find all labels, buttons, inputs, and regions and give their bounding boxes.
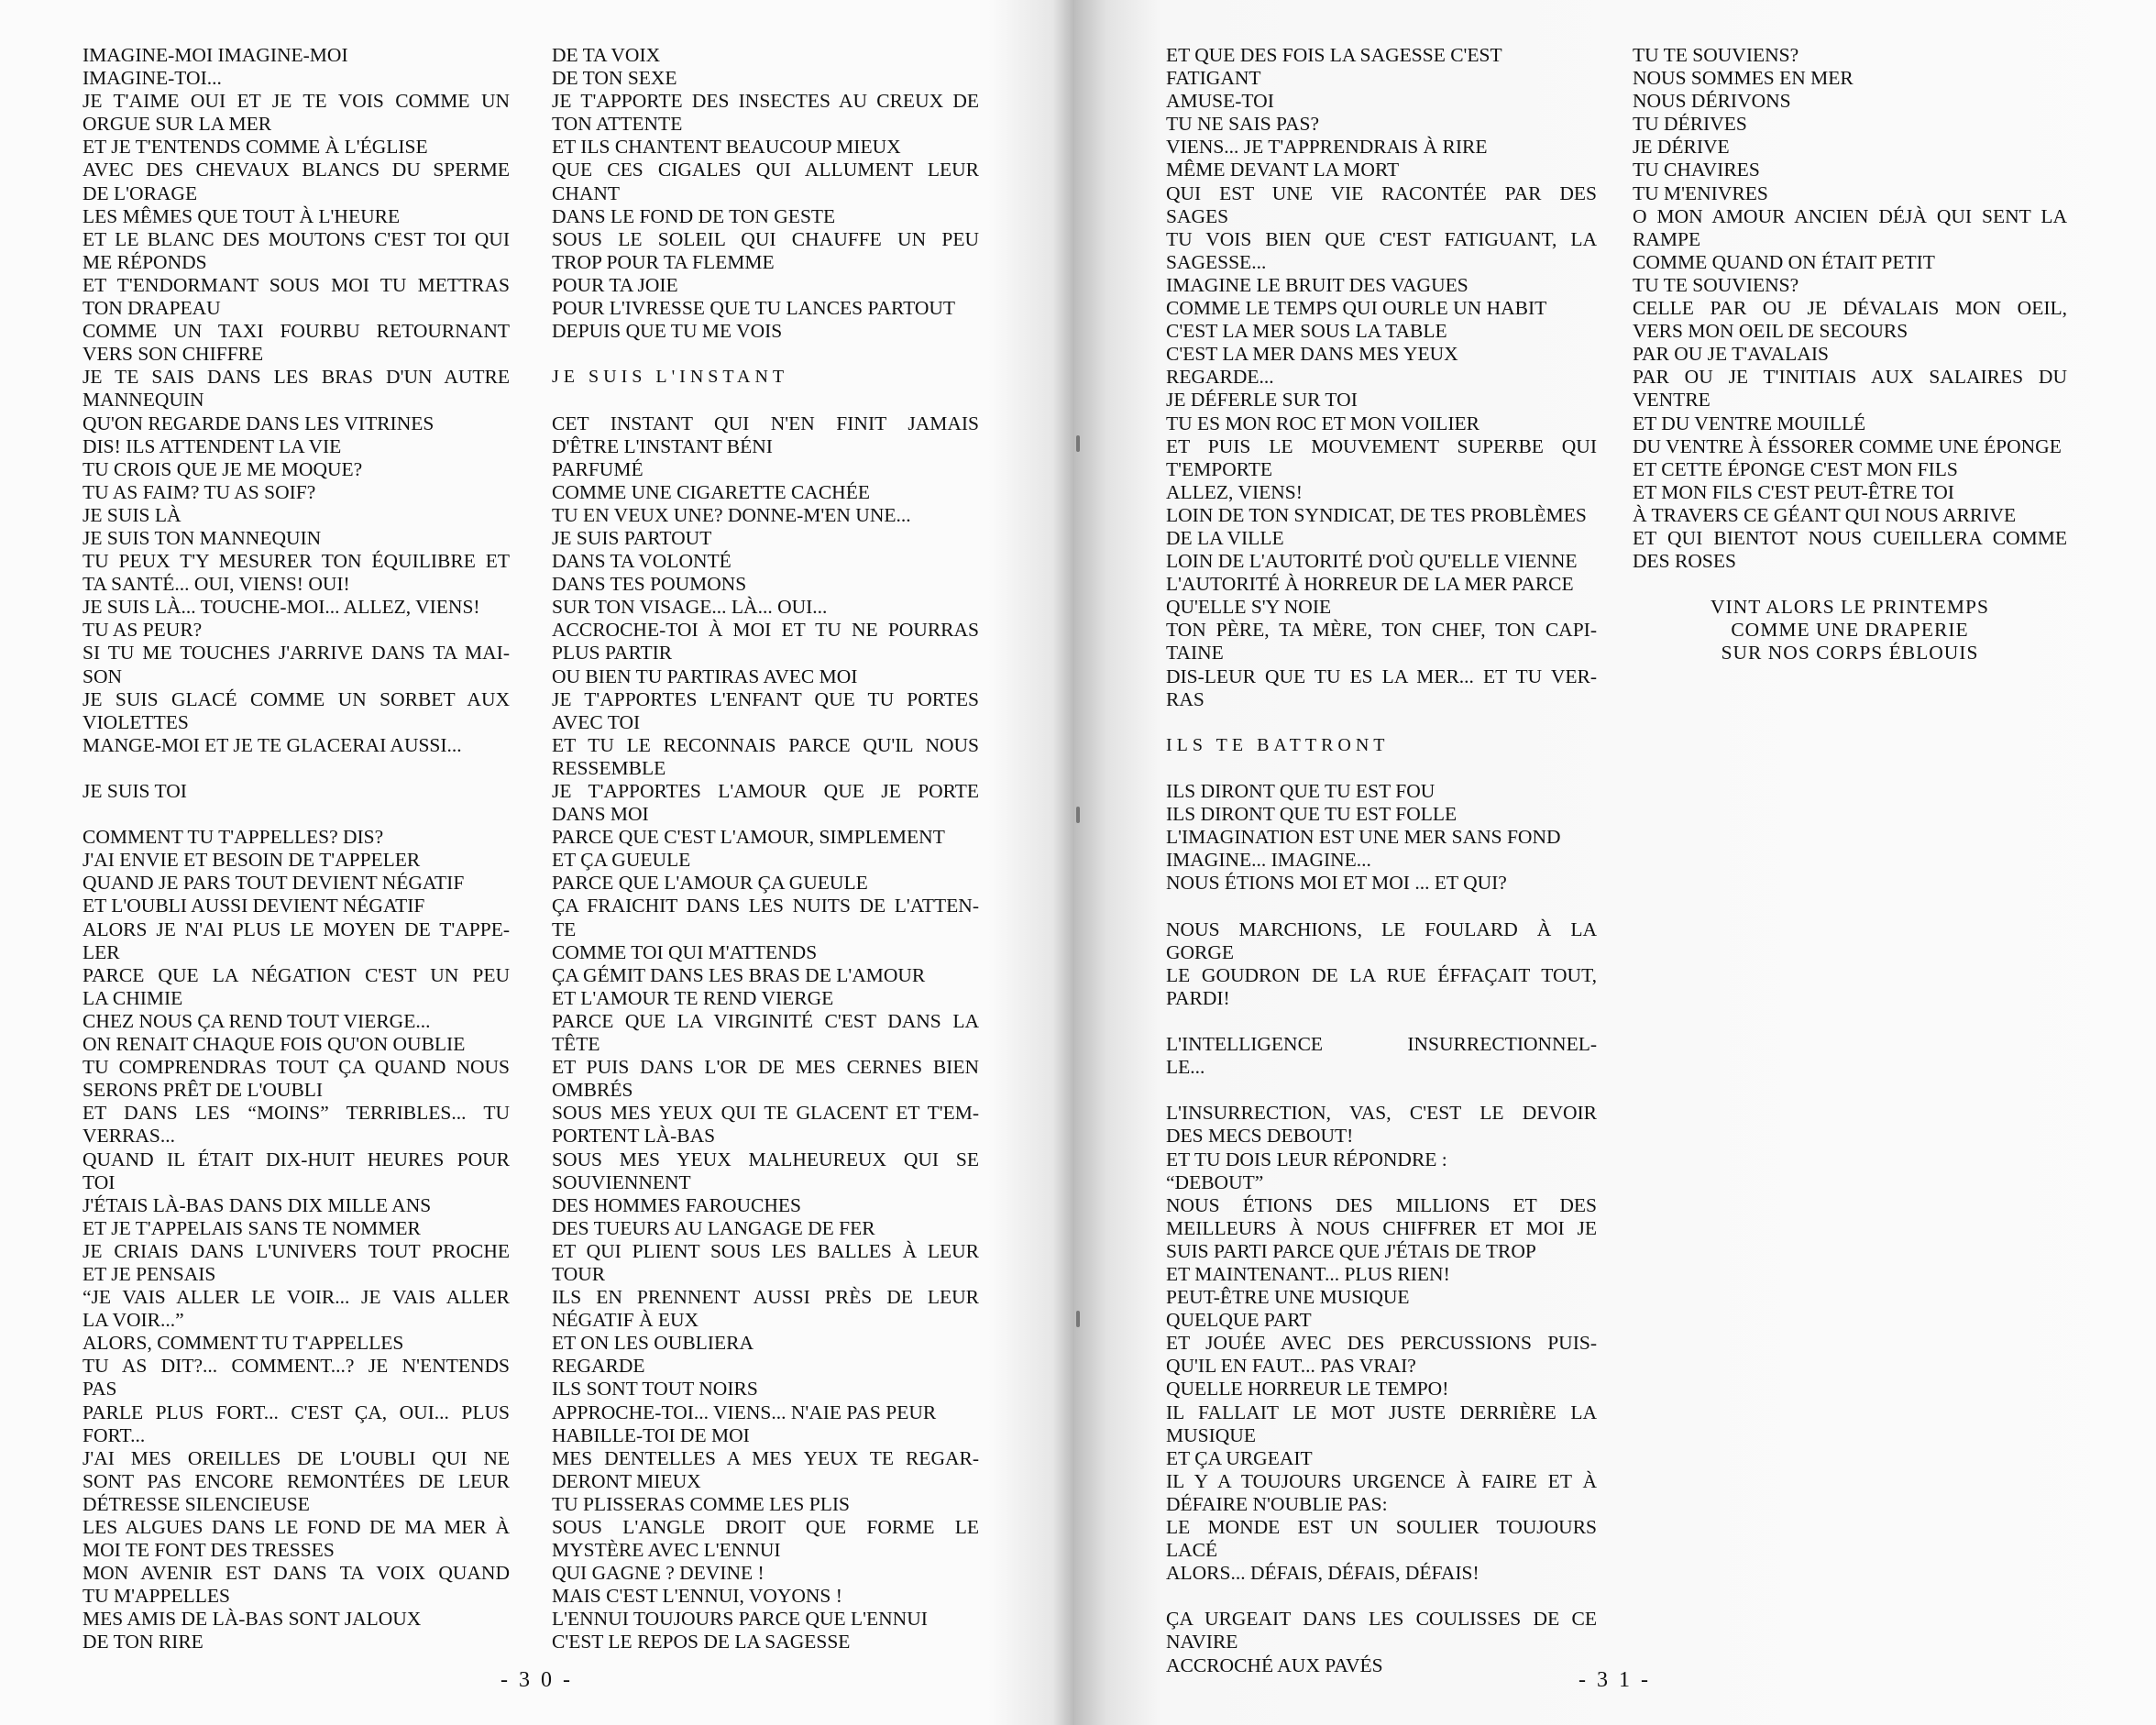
text-line: ET TU DOIS LEUR RÉPONDRE : <box>1166 1148 1447 1170</box>
text-line: PLUS PARTIR <box>552 642 673 665</box>
text-line: ACCROCHÉ AUX PAVÉS <box>1166 1654 1383 1676</box>
section-heading: ILS TE BATTRONT <box>1166 734 1390 755</box>
text-line: MES DENTELLES A MES YEUX TE REGAR- <box>552 1446 979 1469</box>
text-line: SERONS PRÊT DE L'OUBLI <box>82 1079 324 1102</box>
text-line: SON <box>82 665 123 687</box>
text-line: TU CHAVIRES <box>1633 159 1760 181</box>
text-line: TU PEUX T'Y MESURER TON ÉQUILIBRE ET <box>82 550 510 573</box>
binding-staple <box>1076 1311 1080 1327</box>
text-line: MANGE-MOI ET JE TE GLACERAI AUSSI... <box>82 733 462 756</box>
page-30 <box>0 0 1074 1725</box>
text-line: J'ÉTAIS LÀ-BAS DANS DIX MILLE ANS <box>82 1193 432 1216</box>
text-line: IMAGINE-TOI... <box>82 67 222 90</box>
text-line: L'INSURRECTION, VAS, C'EST LE DEVOIR <box>1166 1102 1597 1125</box>
text-line: TA SANTÉ... OUI, VIENS! OUI! <box>82 573 350 596</box>
text-line: ET PUIS LE MOUVEMENT SUPERBE QUI <box>1166 434 1597 457</box>
text-line: JE SUIS PARTOUT <box>552 526 712 549</box>
text-line: TU M'ENIVRES <box>1633 181 1768 204</box>
text-line: NOUS MARCHIONS, LE FOULARD À LA <box>1166 917 1597 940</box>
text-line: PARCE QUE LA VIRGINITÉ C'EST DANS LA <box>552 1009 979 1032</box>
text-line: ET L'OUBLI AUSSI DEVIENT NÉGATIF <box>82 895 425 917</box>
page-30-column-2 <box>552 44 979 1654</box>
text-line: ME RÉPONDS <box>82 250 207 273</box>
text-line: ET ÇA URGEAIT <box>1166 1446 1313 1469</box>
text-line: ET MAINTENANT... PLUS RIEN! <box>1166 1262 1450 1285</box>
text-line: LOIN DE L'AUTORITÉ D'OÙ QU'ELLE VIENNE <box>1166 550 1578 573</box>
text-line: COMME LE TEMPS QUI OURLE UN HABIT <box>1166 297 1547 320</box>
text-line: NOUS SOMMES EN MER <box>1633 67 1854 90</box>
text-line: L'INTELLIGENCE INSURRECTIONNEL- <box>1166 1033 1597 1056</box>
text-line: ET DANS LES “MOINS” TERRIBLES... TU <box>82 1102 510 1125</box>
text-line: LACÉ <box>1166 1539 1218 1562</box>
text-line: ÇA GÉMIT DANS LES BRAS DE L'AMOUR <box>552 963 926 986</box>
text-line: JE DÉRIVE <box>1633 136 1730 159</box>
text-line: JE SUIS LÀ <box>82 503 182 526</box>
text-line: ET L'AMOUR TE REND VIERGE <box>552 986 834 1009</box>
text-line: PAS <box>82 1378 117 1401</box>
text-line: COMME QUAND ON ÉTAIT PETIT <box>1633 250 1935 273</box>
text-line: QU'ON REGARDE DANS LES VITRINES <box>82 412 434 434</box>
text-line: DES MECS DEBOUT! <box>1166 1125 1354 1148</box>
text-line: COMME UNE DRAPERIE <box>1731 619 1969 642</box>
text-line: ILS EN PRENNENT AUSSI PRÈS DE LEUR <box>552 1286 979 1309</box>
text-line: MÊME DEVANT LA MORT <box>1166 159 1400 181</box>
text-line: JE T'APPORTES L'ENFANT QUE TU PORTES <box>552 687 979 710</box>
text-line: À TRAVERS CE GÉANT QUI NOUS ARRIVE <box>1633 503 2017 526</box>
text-line: ET JOUÉE AVEC DES PERCUSSIONS PUIS- <box>1166 1332 1597 1355</box>
text-line: MANNEQUIN <box>82 389 204 412</box>
text-line: ET ILS CHANTENT BEAUCOUP MIEUX <box>552 136 901 159</box>
text-line: LE GOUDRON DE LA RUE ÉFFAÇAIT TOUT, <box>1166 963 1597 986</box>
text-line: TU CROIS QUE JE ME MOQUE? <box>82 457 363 480</box>
text-line: PAR OU JE T'INITIAIS AUX SALAIRES DU <box>1633 366 2067 389</box>
text-line: PARDI! <box>1166 986 1230 1009</box>
text-line: MON AVENIR EST DANS TA VOIX QUAND <box>82 1562 510 1585</box>
text-line: DANS TA VOLONTÉ <box>552 550 732 573</box>
text-line: QUAND IL ÉTAIT DIX-HUIT HEURES POUR <box>82 1148 510 1170</box>
text-line <box>1166 757 1597 780</box>
text-line: J'AI ENVIE ET BESOIN DE T'APPELER <box>82 849 421 872</box>
text-line: RESSEMBLE <box>552 756 666 779</box>
text-line: JE SUIS TON MANNEQUIN <box>82 526 322 549</box>
text-line: DÉFAIRE N'OUBLIE PAS: <box>1166 1492 1388 1515</box>
text-line: O MON AMOUR ANCIEN DÉJÀ QUI SENT LA <box>1633 204 2067 227</box>
text-line: GORGE <box>1166 940 1235 963</box>
text-line: RAMPE <box>1633 227 1701 250</box>
text-line: SOUS LE SOLEIL QUI CHAUFFE UN PEU <box>552 227 979 250</box>
page-31 <box>1074 0 2156 1725</box>
text-line: QU'ELLE S'Y NOIE <box>1166 596 1332 619</box>
text-line: DANS LE FOND DE TON GESTE <box>552 204 836 227</box>
text-line: ET JE T'ENTENDS COMME À L'ÉGLISE <box>82 136 428 159</box>
text-line: REGARDE... <box>1166 366 1274 389</box>
text-line: COMME TOI QUI M'ATTENDS <box>552 940 818 963</box>
text-line: MOI TE FONT DES TRESSES <box>82 1539 335 1562</box>
text-line: TU EN VEUX UNE? DONNE-M'EN UNE... <box>552 503 911 526</box>
text-line: L'IMAGINATION EST UNE MER SANS FOND <box>1166 826 1561 849</box>
text-line: ET DU VENTRE MOUILLÉ <box>1633 412 1866 434</box>
text-line: SUR NOS CORPS ÉBLOUIS <box>1721 642 1979 665</box>
section-heading: JE SUIS L'INSTANT <box>552 367 789 388</box>
text-line: MEILLEURS À NOUS CHIFFRER ET MOI JE <box>1166 1216 1597 1239</box>
text-line: IMAGINE-MOI IMAGINE-MOI <box>82 44 348 66</box>
text-line: PARCE QUE LA NÉGATION C'EST UN PEU <box>82 963 510 986</box>
text-line: COMME UN TAXI FOURBU RETOURNANT <box>82 320 510 343</box>
text-line: MES AMIS DE LÀ-BAS SONT JALOUX <box>82 1608 422 1631</box>
text-line: LER <box>82 940 120 963</box>
text-line: JE TE SAIS DANS LES BRAS D'UN AUTRE <box>82 366 510 389</box>
text-line: PORTENT LÀ-BAS <box>552 1125 716 1148</box>
text-line: JE T'APPORTE DES INSECTES AU CREUX DE <box>552 90 979 113</box>
text-line: AVEC DES CHEVAUX BLANCS DU SPERME <box>82 159 510 181</box>
text-line: DE LA VILLE <box>1166 526 1284 549</box>
text-line: ILS DIRONT QUE TU EST FOU <box>1166 780 1436 802</box>
text-line: ET T'ENDORMANT SOUS MOI TU METTRAS <box>82 273 510 296</box>
text-line: VIOLETTES <box>82 710 189 733</box>
text-line: ACCROCHE-TOI À MOI ET TU NE POURRAS <box>552 619 979 642</box>
text-line: COMMENT TU T'APPELLES? DIS? <box>82 826 384 849</box>
text-line: TÊTE <box>552 1033 600 1056</box>
text-line: VINT ALORS LE PRINTEMPS <box>1710 596 1989 619</box>
text-line: QUE CES CIGALES QUI ALLUMENT LEUR <box>552 159 979 181</box>
text-line: HABILLE-TOI DE MOI <box>552 1423 750 1446</box>
text-line: ET JE T'APPELAIS SANS TE NOMMER <box>82 1216 421 1239</box>
text-line <box>82 803 510 826</box>
text-line: L'ENNUI TOUJOURS PARCE QUE L'ENNUI <box>552 1608 928 1631</box>
text-line: NOUS ÉTIONS MOI ET MOI ... ET QUI? <box>1166 872 1507 895</box>
text-line: CET INSTANT QUI N'EN FINIT JAMAIS <box>552 412 979 434</box>
text-line <box>552 389 979 412</box>
page-number: - 3 1 - <box>1578 1668 1651 1692</box>
text-line: NÉGATIF À EUX <box>552 1309 699 1332</box>
text-line: TU TE SOUVIENS? <box>1633 273 1799 296</box>
text-line: ET QUE DES FOIS LA SAGESSE C'EST FATIGANT <box>1166 44 1507 90</box>
text-line: ET MON FILS C'EST PEUT-ÊTRE TOI <box>1633 480 1954 503</box>
text-line: LES MÊMES QUE TOUT À L'HEURE <box>82 204 401 227</box>
text-line: TU ES MON ROC ET MON VOILIER <box>1166 412 1480 434</box>
text-line: L'AUTORITÉ À HORREUR DE LA MER PARCE <box>1166 573 1574 596</box>
text-line: TU AS PEUR? <box>82 619 203 642</box>
text-line: DE TON RIRE <box>82 1631 204 1654</box>
text-line: JE T'APPORTES L'AMOUR QUE JE PORTE <box>552 780 979 802</box>
text-line: PARFUMÉ <box>552 457 644 480</box>
text-line: POUR TA JOIE <box>552 273 678 296</box>
text-line: SOUS MES YEUX QUI TE GLACENT ET T'EM- <box>552 1102 979 1125</box>
text-line: IL FALLAIT LE MOT JUSTE DERRIÈRE LA <box>1166 1401 1597 1423</box>
text-line: IL Y A TOUJOURS URGENCE À FAIRE ET À <box>1166 1469 1597 1492</box>
text-line: TU TE SOUVIENS? <box>1633 44 1799 66</box>
text-line: ALORS JE N'AI PLUS LE MOYEN DE T'APPE- <box>82 917 510 940</box>
text-line: SOUVIENNENT <box>552 1170 691 1193</box>
text-line: DANS MOI <box>552 803 649 826</box>
text-line: MAIS C'EST L'ENNUI, VOYONS ! <box>552 1585 842 1608</box>
text-line: DU VENTRE À ÉSSORER COMME UNE ÉPONGE <box>1633 434 2062 457</box>
page-31-column-1 <box>1166 44 1597 1677</box>
text-line: TON PÈRE, TA MÈRE, TON CHEF, TON CAPI- <box>1166 619 1597 642</box>
text-line: APPROCHE-TOI... VIENS... N'AIE PAS PEUR <box>552 1401 937 1423</box>
text-line: T'EMPORTE <box>1166 457 1273 480</box>
text-line: ET LE BLANC DES MOUTONS C'EST TOI QUI <box>82 227 510 250</box>
text-line: ET ÇA GUEULE <box>552 849 691 872</box>
text-line: LA CHIMIE <box>82 986 183 1009</box>
text-line: TU DÉRIVES <box>1633 113 1747 136</box>
text-line: ILS SONT TOUT NOIRS <box>552 1378 758 1401</box>
text-line: OU BIEN TU PARTIRAS AVEC MOI <box>552 665 858 687</box>
text-line: TU VOIS BIEN QUE C'EST FATIGUANT, LA <box>1166 227 1597 250</box>
text-line: “JE VAIS ALLER LE VOIR... JE VAIS ALLER <box>82 1286 510 1309</box>
text-line: IMAGINE LE BRUIT DES VAGUES <box>1166 273 1468 296</box>
text-line: ET CETTE ÉPONGE C'EST MON FILS <box>1633 457 1958 480</box>
text-line: ORGUE SUR LA MER <box>82 113 272 136</box>
text-line: DES ROSES <box>1633 550 1736 573</box>
text-line: ET QUI BIENTOT NOUS CUEILLERA COMME <box>1633 526 2067 549</box>
text-line: TON DRAPEAU <box>82 297 221 320</box>
text-line: QUI EST UNE VIE RACONTÉE PAR DES <box>1166 181 1597 204</box>
text-line <box>1633 573 2067 596</box>
text-line: DES TUEURS AU LANGAGE DE FER <box>552 1216 875 1239</box>
text-line: DANS TES POUMONS <box>552 573 747 596</box>
page-number: - 3 0 - <box>500 1668 573 1692</box>
text-line: JE SUIS LÀ... TOUCHE-MOI... ALLEZ, VIENS! <box>82 596 480 619</box>
text-line: JE SUIS TOI <box>82 780 187 802</box>
text-line: C'EST LE REPOS DE LA SAGESSE <box>552 1631 851 1654</box>
text-line: TE <box>552 917 577 940</box>
text-line: TROP POUR TA FLEMME <box>552 250 775 273</box>
text-line: VIENS... JE T'APPRENDRAIS À RIRE <box>1166 136 1488 159</box>
text-line <box>82 757 510 780</box>
page-30-column-1 <box>82 44 510 1654</box>
text-line <box>1166 1010 1597 1033</box>
text-line: DIS! ILS ATTENDENT LA VIE <box>82 434 342 457</box>
text-line: QUAND JE PARS TOUT DEVIENT NÉGATIF <box>82 872 465 895</box>
text-line: CELLE PAR OU JE DÉVALAIS MON OEIL, <box>1633 297 2067 320</box>
text-line: ÇA URGEAIT DANS LES COULISSES DE CE <box>1166 1608 1597 1631</box>
text-line <box>1166 895 1597 917</box>
text-line: DÉTRESSE SILENCIEUSE <box>82 1492 310 1515</box>
text-line: PARLE PLUS FORT... C'EST ÇA, OUI... PLUS <box>82 1401 510 1423</box>
text-line: CHEZ NOUS ÇA REND TOUT VIERGE... <box>82 1009 431 1032</box>
text-line: ET ON LES OUBLIERA <box>552 1332 754 1355</box>
text-line: ALORS, COMMENT TU T'APPELLES <box>82 1332 404 1355</box>
text-line: SUR TON VISAGE... LÀ... OUI... <box>552 596 828 619</box>
text-line: ET TU LE RECONNAIS PARCE QU'IL NOUS <box>552 733 979 756</box>
text-line: LOIN DE TON SYNDICAT, DE TES PROBLÈMES <box>1166 503 1587 526</box>
text-line: POUR L'IVRESSE QUE TU LANCES PARTOUT <box>552 297 956 320</box>
text-line: LE... <box>1166 1056 1205 1079</box>
text-line: VERRAS... <box>82 1125 175 1148</box>
text-line: “DEBOUT” <box>1166 1170 1264 1193</box>
text-line: TON ATTENTE <box>552 113 683 136</box>
text-line: C'EST LA MER DANS MES YEUX <box>1166 343 1458 366</box>
text-line: VENTRE <box>1633 389 1710 412</box>
text-line: VERS MON OEIL DE SECOURS <box>1633 320 1908 343</box>
text-line: ILS DIRONT QUE TU EST FOLLE <box>1166 803 1458 826</box>
text-line: PARCE QUE L'AMOUR ÇA GUEULE <box>552 872 868 895</box>
text-line: QUI GAGNE ? DEVINE ! <box>552 1562 764 1585</box>
text-line: QU'IL EN FAUT... PAS VRAI? <box>1166 1355 1416 1378</box>
text-line: ON RENAIT CHAQUE FOIS QU'ON OUBLIE <box>82 1033 466 1056</box>
text-line: TU PLISSERAS COMME LES PLIS <box>552 1492 850 1515</box>
text-line: ET PUIS DANS L'OR DE MES CERNES BIEN <box>552 1056 979 1079</box>
text-line: SAGESSE... <box>1166 250 1267 273</box>
text-line: SI TU ME TOUCHES J'ARRIVE DANS TA MAI- <box>82 642 510 665</box>
text-line: SAGES <box>1166 204 1229 227</box>
text-line: DES HOMMES FAROUCHES <box>552 1193 801 1216</box>
text-line: JE SUIS GLACÉ COMME UN SORBET AUX <box>82 687 510 710</box>
text-line <box>1166 1079 1597 1102</box>
text-line: SOUS L'ANGLE DROIT QUE FORME LE <box>552 1516 979 1538</box>
text-line: TOI <box>82 1170 116 1193</box>
text-line: DE TA VOIX <box>552 44 661 66</box>
text-line: ÇA FRAICHIT DANS LES NUITS DE L'ATTEN- <box>552 895 979 917</box>
text-line: PARCE QUE C'EST L'AMOUR, SIMPLEMENT <box>552 826 945 849</box>
text-line: IMAGINE... IMAGINE... <box>1166 849 1371 872</box>
text-line: TAINE <box>1166 642 1224 665</box>
text-line: COMME UNE CIGARETTE CACHÉE <box>552 480 870 503</box>
text-line: SUIS PARTI PARCE QUE J'ÉTAIS DE TROP <box>1166 1239 1536 1262</box>
text-line: DE TON SEXE <box>552 67 677 90</box>
text-line: TU M'APPELLES <box>82 1585 230 1608</box>
text-line: PEUT-ÊTRE UNE MUSIQUE <box>1166 1286 1410 1309</box>
text-line: MUSIQUE <box>1166 1423 1256 1446</box>
binding-staple <box>1076 807 1080 823</box>
text-line <box>1166 1585 1597 1608</box>
text-line: MYSTÈRE AVEC L'ENNUI <box>552 1539 781 1562</box>
text-line: SONT PAS ENCORE REMONTÉES DE LEUR <box>82 1469 510 1492</box>
text-line: SOUS MES YEUX MALHEUREUX QUI SE <box>552 1148 979 1170</box>
text-line: REGARDE <box>552 1355 645 1378</box>
page-31-column-2 <box>1633 44 2067 665</box>
text-line: C'EST LA MER SOUS LA TABLE <box>1166 320 1447 343</box>
text-line: AMUSE-TOI <box>1166 90 1274 113</box>
text-line: JE DÉFERLE SUR TOI <box>1166 389 1358 412</box>
text-line: CHANT <box>552 181 621 204</box>
text-line: DE L'ORAGE <box>82 181 198 204</box>
text-line: TOUR <box>552 1262 606 1285</box>
text-line: TU AS FAIM? TU AS SOIF? <box>82 480 316 503</box>
text-line: ET JE PENSAIS <box>82 1262 216 1285</box>
text-line: LA VOIR...” <box>82 1309 184 1332</box>
text-line: AVEC TOI <box>552 710 641 733</box>
binding-staple <box>1076 435 1080 452</box>
text-line: DIS-LEUR QUE TU ES LA MER... ET TU VER- <box>1166 665 1597 687</box>
text-line: QUELLE HORREUR LE TEMPO! <box>1166 1378 1449 1401</box>
text-line <box>552 343 979 366</box>
text-line: TU AS DIT?... COMMENT...? JE N'ENTENDS <box>82 1355 510 1378</box>
text-line: VERS SON CHIFFRE <box>82 343 264 366</box>
text-line <box>1166 711 1597 734</box>
text-line: PAR OU JE T'AVALAIS <box>1633 343 1829 366</box>
text-line: DEPUIS QUE TU ME VOIS <box>552 320 783 343</box>
text-line: TU NE SAIS PAS? <box>1166 113 1320 136</box>
text-line: LE MONDE EST UN SOULIER TOUJOURS <box>1166 1516 1597 1538</box>
text-line: NAVIRE <box>1166 1631 1238 1654</box>
text-line: FORT... <box>82 1423 146 1446</box>
text-line: JE CRIAIS DANS L'UNIVERS TOUT PROCHE <box>82 1239 510 1262</box>
text-line: RAS <box>1166 687 1204 710</box>
text-line: OMBRÉS <box>552 1079 633 1102</box>
text-line: NOUS ÉTIONS DES MILLIONS ET DES <box>1166 1193 1597 1216</box>
text-line: NOUS DÉRIVONS <box>1633 90 1791 113</box>
text-line: QUELQUE PART <box>1166 1309 1312 1332</box>
text-line: LES ALGUES DANS LE FOND DE MA MER À <box>82 1516 510 1538</box>
text-line: J'AI MES OREILLES DE L'OUBLI QUI NE <box>82 1446 510 1469</box>
text-line: ET QUI PLIENT SOUS LES BALLES À LEUR <box>552 1239 979 1262</box>
text-line: D'ÊTRE L'INSTANT BÉNI <box>552 434 773 457</box>
text-line: TU COMPRENDRAS TOUT ÇA QUAND NOUS <box>82 1056 510 1079</box>
text-line: DERONT MIEUX <box>552 1469 701 1492</box>
text-line: ALLEZ, VIENS! <box>1166 480 1303 503</box>
text-line: JE T'AIME OUI ET JE TE VOIS COMME UN <box>82 90 510 113</box>
text-line: ALORS... DÉFAIS, DÉFAIS, DÉFAIS! <box>1166 1562 1480 1585</box>
